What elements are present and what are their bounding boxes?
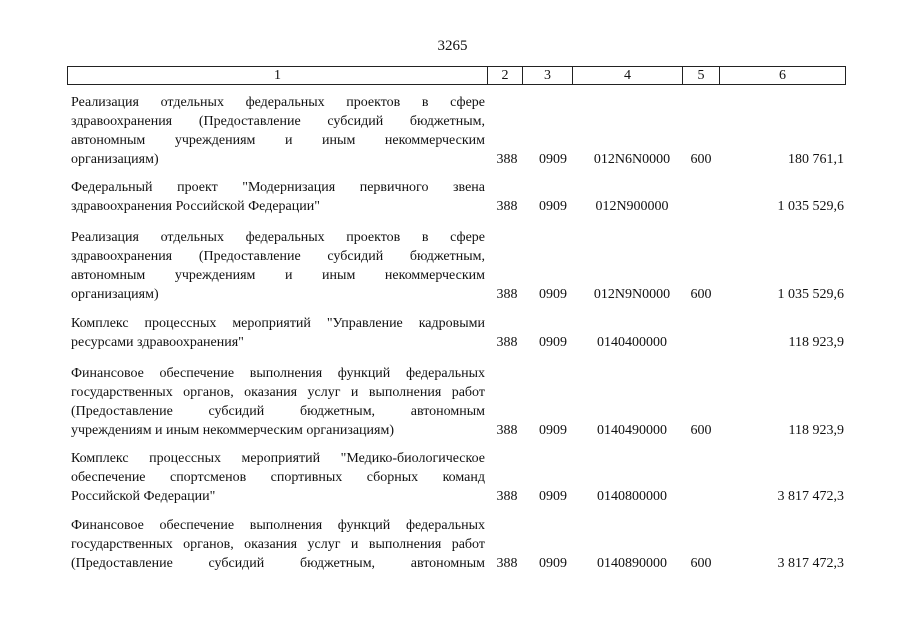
row-amount: 3 817 472,3 <box>777 556 844 571</box>
row-description-line: Комплекс процессных мероприятий "Управление кадровыми <box>71 316 485 331</box>
row-rz-code: 0909 <box>539 335 567 350</box>
row-description-line: ресурсами здравоохранения" <box>71 335 244 350</box>
row-description-line: Российской Федерации" <box>71 489 216 504</box>
page-number: 3265 <box>437 38 468 54</box>
header-col-1: 1 <box>68 67 488 84</box>
row-rz-code: 0909 <box>539 556 567 571</box>
header-col-5: 5 <box>683 67 720 84</box>
row-rz-code: 0909 <box>539 152 567 167</box>
row-description-line: автономным учреждениям и иным некоммерческим <box>71 268 485 283</box>
row-description-line: Реализация отдельных федеральных проектов в сфере <box>71 230 485 245</box>
row-gl-code: 388 <box>496 489 518 504</box>
header-col-6: 6 <box>779 68 786 83</box>
row-vr-code: 600 <box>690 287 712 302</box>
row-description-line: Комплекс процессных мероприятий "Медико-биологическое <box>71 451 485 466</box>
row-cs-code: 0140400000 <box>597 335 667 350</box>
row-gl-code: 388 <box>496 556 518 571</box>
row-vr-code: 600 <box>690 556 712 571</box>
row-description-line: государственных органов, оказания услуг и выполнения работ <box>71 537 485 552</box>
row-vr-code: 600 <box>690 152 712 167</box>
row-description-line: автономным учреждениям и иным некоммерческим <box>71 133 485 148</box>
header-col-3: 3 <box>523 67 573 84</box>
row-description-line: (Предоставление субсидий бюджетным, автономным <box>71 404 485 419</box>
row-description <box>71 178 485 216</box>
row-description <box>71 228 485 304</box>
row-gl-code: 388 <box>496 423 518 438</box>
row-amount: 3 817 472,3 <box>777 489 844 504</box>
row-amount: 118 923,9 <box>788 335 844 350</box>
row-description <box>71 93 485 169</box>
row-description-line: здравоохранения (Предоставление субсидий бюджетным, <box>71 249 485 264</box>
row-description-line: обеспечение спортсменов спортивных сборных команд <box>71 470 485 485</box>
row-gl-code: 388 <box>496 152 518 167</box>
row-cs-code: 0140890000 <box>597 556 667 571</box>
row-vr-code: 600 <box>690 423 712 438</box>
row-description-line: Финансовое обеспечение выполнения функций федеральных <box>71 518 485 533</box>
row-rz-code: 0909 <box>539 423 567 438</box>
row-description-line: Реализация отдельных федеральных проектов в сфере <box>71 95 485 110</box>
row-amount: 118 923,9 <box>788 423 844 438</box>
row-rz-code: 0909 <box>539 199 567 214</box>
row-amount: 180 761,1 <box>788 152 844 167</box>
row-description-line: Финансовое обеспечение выполнения функций федеральных <box>71 366 485 381</box>
row-description-line: здравоохранения (Предоставление субсидий бюджетным, <box>71 114 485 129</box>
row-cs-code: 0140800000 <box>597 489 667 504</box>
header-col-4: 4 <box>573 67 683 84</box>
row-amount: 1 035 529,6 <box>777 287 844 302</box>
row-description <box>71 314 485 352</box>
row-gl-code: 388 <box>496 335 518 350</box>
row-description-line: государственных органов, оказания услуг и выполнения работ <box>71 385 485 400</box>
row-description-line: организациям) <box>71 287 159 302</box>
row-description <box>71 516 485 573</box>
row-description-line: Федеральный проект "Модернизация первичного звена <box>71 180 485 195</box>
row-description-line: (Предоставление субсидий бюджетным, автономным <box>71 556 485 571</box>
row-rz-code: 0909 <box>539 287 567 302</box>
row-cs-code: 012N900000 <box>595 199 669 214</box>
row-description <box>71 449 485 506</box>
row-description-line: организациям) <box>71 152 159 167</box>
row-description <box>71 364 485 440</box>
row-rz-code: 0909 <box>539 489 567 504</box>
row-amount: 1 035 529,6 <box>777 199 844 214</box>
row-description-line: учреждениям и иным некоммерческим организациям) <box>71 423 395 438</box>
row-gl-code: 388 <box>496 199 518 214</box>
row-description-line: здравоохранения Российской Федерации" <box>71 199 320 214</box>
row-cs-code: 012N6N0000 <box>593 152 671 167</box>
row-cs-code: 012N9N0000 <box>593 287 671 302</box>
table-header-row <box>67 66 846 85</box>
row-cs-code: 0140490000 <box>597 423 667 438</box>
row-gl-code: 388 <box>496 287 518 302</box>
header-col-2: 2 <box>488 67 523 84</box>
